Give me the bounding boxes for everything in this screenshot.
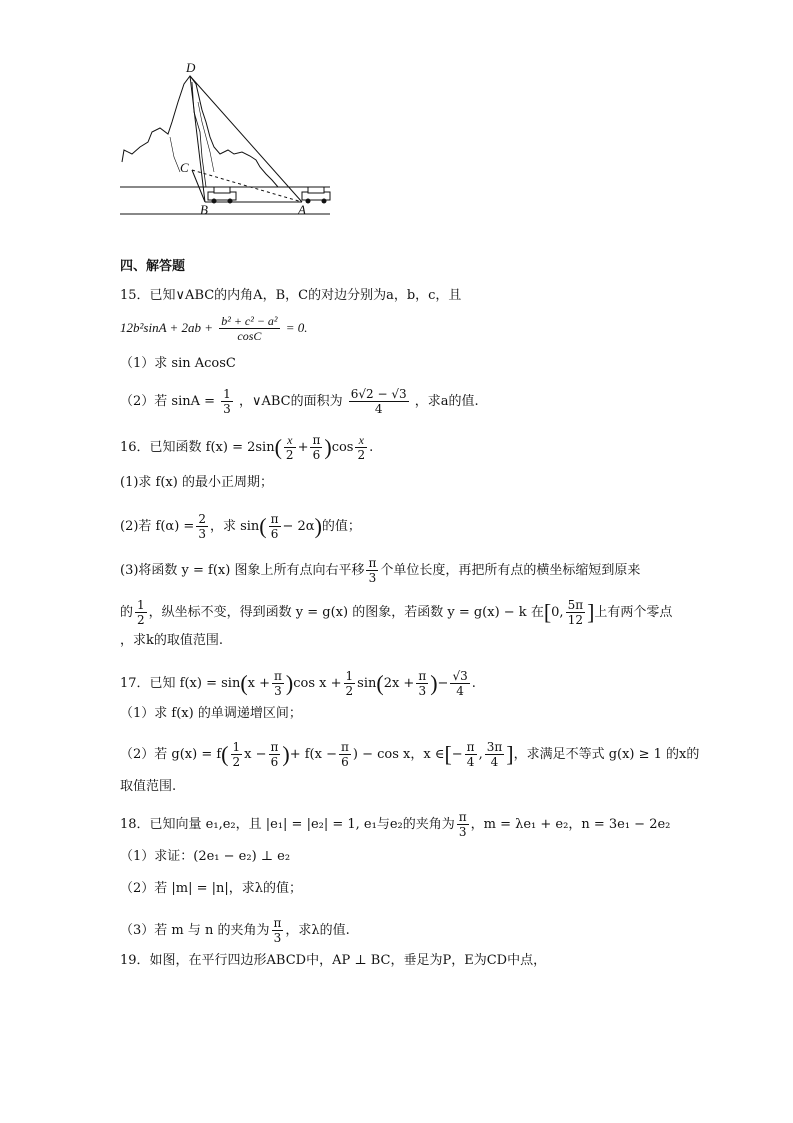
paren: ( bbox=[259, 513, 267, 539]
q17-sin2: sin bbox=[357, 676, 377, 691]
q16-part3-line2 bbox=[120, 598, 672, 627]
mountain-diagram bbox=[110, 62, 340, 222]
q17-p2-a: （2）若 g(x) = f bbox=[120, 747, 222, 762]
frac bbox=[566, 598, 586, 627]
q15-equation bbox=[120, 314, 307, 343]
q16-p3-e: 上有两个零点 bbox=[594, 605, 673, 620]
frac-den: 12 bbox=[567, 613, 583, 627]
q18-stem-b: ，m = λe₁ + e₂，n = 3e₁ − 2e₂ bbox=[470, 817, 671, 832]
paren: ) bbox=[324, 434, 332, 460]
q17-p2-d: ，求满足不等式 g(x) ≥ 1 的x的 bbox=[513, 747, 700, 762]
q15-p2-frac1 bbox=[221, 387, 233, 416]
frac-den: 6 bbox=[270, 527, 279, 541]
paren: ( bbox=[240, 670, 248, 696]
q18-stem bbox=[120, 810, 670, 839]
bracket: [ bbox=[444, 741, 452, 767]
q17-part2-line2: 取值范围. bbox=[120, 779, 177, 794]
frac-num: √3 bbox=[452, 669, 468, 683]
q18-part1: （1）求证：(2e₁ − e₂) ⊥ e₂ bbox=[120, 849, 291, 864]
car-icon bbox=[208, 187, 236, 204]
q15-p2-c: ，求a的值. bbox=[414, 394, 479, 409]
minus: − bbox=[437, 676, 449, 691]
frac-num: π bbox=[418, 669, 427, 683]
q15-p2-frac2 bbox=[349, 387, 409, 416]
frac bbox=[196, 512, 208, 541]
q15-eq-den: cosC bbox=[237, 329, 262, 343]
q16-part3-line3: ，求k的取值范围. bbox=[120, 633, 224, 648]
q18-p3-b: ，求λ的值. bbox=[285, 923, 350, 938]
q15-eq-right: = 0. bbox=[285, 320, 308, 335]
q16-part3-line1 bbox=[120, 556, 640, 585]
q16-p3-c: 的 bbox=[120, 605, 134, 620]
frac-den: 3 bbox=[223, 402, 231, 416]
paren: ( bbox=[274, 434, 282, 460]
frac-num: π bbox=[273, 916, 282, 930]
q15-part1: （1）求 sin AcosC bbox=[120, 356, 236, 371]
section-title: 四、解答题 bbox=[120, 259, 186, 274]
frac bbox=[339, 740, 351, 769]
car-icon bbox=[302, 187, 330, 204]
frac-den: 4 bbox=[490, 755, 499, 769]
q15-eq-num: b² + c² − a² bbox=[221, 314, 278, 328]
q17-p2-c: + f(x − bbox=[289, 747, 337, 762]
q17-p2-b: x − bbox=[244, 747, 267, 762]
frac-num: 3π bbox=[486, 740, 503, 754]
q16-p3-b: 个单位长度，再把所有点的横坐标缩短到原来 bbox=[380, 563, 641, 578]
frac-den: 3 bbox=[368, 571, 377, 585]
bracket: ] bbox=[506, 741, 514, 767]
end: . bbox=[369, 440, 374, 455]
q16-stem bbox=[120, 433, 373, 462]
q16-part1: (1)求 f(x) 的最小正周期； bbox=[120, 475, 273, 490]
label-c: C bbox=[180, 160, 189, 175]
frac bbox=[465, 740, 477, 769]
paren: ) bbox=[314, 513, 322, 539]
frac bbox=[450, 669, 469, 698]
frac-den: 4 bbox=[374, 402, 383, 416]
q17-stem-a: 17．已知 f(x) = sin bbox=[120, 676, 241, 691]
q16-p2-c: 的值； bbox=[321, 519, 361, 534]
frac-den: 4 bbox=[456, 684, 464, 698]
frac bbox=[272, 669, 284, 698]
frac bbox=[366, 556, 378, 585]
frac-den: 6 bbox=[341, 755, 349, 769]
frac-num: x bbox=[284, 433, 296, 448]
label-b: B bbox=[200, 202, 208, 217]
frac-num: π bbox=[340, 740, 349, 754]
plus: + bbox=[297, 440, 309, 455]
cos: cos bbox=[331, 440, 354, 455]
frac-num: 1 bbox=[232, 740, 241, 754]
frac bbox=[269, 512, 281, 541]
bracket: [ bbox=[543, 599, 552, 625]
frac-num: π bbox=[274, 669, 282, 683]
frac-den: 2 bbox=[357, 448, 366, 462]
q17-part1: （1）求 f(x) 的单调递增区间； bbox=[120, 706, 302, 721]
frac bbox=[231, 740, 243, 769]
frac bbox=[284, 433, 296, 462]
frac-den: 3 bbox=[418, 684, 427, 698]
frac bbox=[355, 433, 367, 462]
paren: ) bbox=[282, 741, 290, 767]
q16-p3-d: ，纵坐标不变，得到函数 y = g(x) 的图象，若函数 y = g(x) − k 在 bbox=[148, 605, 544, 620]
paren: ( bbox=[376, 670, 384, 696]
paren: ( bbox=[221, 741, 229, 767]
frac-num: π bbox=[458, 810, 467, 824]
q16-p3-int-a: 0, bbox=[551, 605, 564, 620]
frac-num: 5π bbox=[567, 598, 584, 612]
frac-num: 1 bbox=[223, 387, 231, 401]
frac bbox=[310, 433, 322, 462]
frac bbox=[269, 740, 281, 769]
q15-stem: 15．已知∨ABC的内角A，B，C的对边分别为a，b，c，且 bbox=[120, 288, 462, 303]
q16-p2-a: (2)若 f(α) = bbox=[120, 519, 195, 534]
frac-den: 3 bbox=[198, 527, 206, 541]
q17-in2-a: 2x + bbox=[383, 676, 415, 691]
frac-den: 3 bbox=[274, 684, 282, 698]
label-d: D bbox=[186, 60, 196, 75]
q16-stem-a: 16．已知函数 f(x) = 2sin bbox=[120, 440, 275, 455]
frac-num: 1 bbox=[137, 598, 145, 612]
frac bbox=[344, 669, 356, 698]
frac-den: 3 bbox=[458, 825, 467, 839]
frac-num: 1 bbox=[345, 669, 354, 683]
frac-num: π bbox=[270, 512, 279, 526]
frac-den: 6 bbox=[270, 755, 279, 769]
paren: ) bbox=[430, 670, 438, 696]
q15-eq-frac bbox=[219, 314, 279, 343]
q19-stem: 19．如图，在平行四边形ABCD中，AP ⊥ BC，垂足为P，E为CD中点， bbox=[120, 953, 547, 968]
q18-p3-a: （3）若 m 与 n 的夹角为 bbox=[120, 923, 270, 938]
frac-den: 3 bbox=[273, 931, 282, 945]
q15-part2 bbox=[120, 387, 479, 416]
frac-num: 6√2 − √3 bbox=[350, 387, 407, 401]
frac-den: 2 bbox=[285, 448, 294, 462]
frac bbox=[416, 669, 428, 698]
end: . bbox=[471, 676, 476, 691]
frac-den: 6 bbox=[312, 448, 321, 462]
label-a: A bbox=[298, 202, 306, 217]
q17-mid: cos x + bbox=[293, 676, 342, 691]
q15-eq-left: 12b²sinA + 2ab + bbox=[120, 320, 214, 335]
frac-num: π bbox=[270, 740, 279, 754]
q16-p3-a: (3)将函数 y = f(x) 图象上所有点向右平移 bbox=[120, 563, 365, 578]
frac bbox=[485, 740, 505, 769]
frac-den: 4 bbox=[466, 755, 475, 769]
frac-num: π bbox=[368, 556, 377, 570]
q18-part3 bbox=[120, 916, 350, 945]
q17-in1-a: x + bbox=[247, 676, 271, 691]
frac-num: π bbox=[466, 740, 475, 754]
frac-den: 2 bbox=[137, 613, 145, 627]
frac-num: π bbox=[312, 433, 321, 447]
q16-p2-b: ，求 sin bbox=[209, 519, 260, 534]
frac-den: 2 bbox=[345, 684, 354, 698]
q18-stem-a: 18．已知向量 e₁,e₂，且 |e₁| = |e₂| = 1, e₁与e₂的夹角为 bbox=[120, 817, 455, 832]
q15-p2-a: （2）若 sinA = bbox=[120, 394, 216, 409]
q18-part2: （2）若 |m| = |n|，求λ的值； bbox=[120, 881, 303, 896]
mountain-figure bbox=[110, 62, 340, 222]
frac-den: 2 bbox=[232, 755, 241, 769]
q15-p2-b: ，∨ABC的面积为 bbox=[238, 394, 343, 409]
frac bbox=[272, 916, 284, 945]
frac bbox=[457, 810, 469, 839]
frac-num: x bbox=[355, 433, 367, 448]
bracket: ] bbox=[587, 599, 595, 625]
paren: ) bbox=[285, 670, 294, 696]
q16-part2 bbox=[120, 512, 361, 541]
frac bbox=[135, 598, 147, 627]
q17-p2-c2: ) − cos x，x ∈ bbox=[352, 747, 445, 762]
q16-p2-in-b: − 2α bbox=[282, 519, 315, 534]
frac-num: 2 bbox=[198, 512, 206, 526]
q17-stem bbox=[120, 669, 476, 698]
q17-part2: （2）若 g(x) = f( $\frac{1}{2}$ x − $\frac{\pi}{6}$ )+ f(x − $\frac{\pi}{6}$ ) − cos x，x ∈[− $\frac{\pi}{4}$ , $\frac{3\pi}{4}$ ]，求满足不等式 g(x) ≥ 1 的x的 bbox=[120, 740, 700, 769]
